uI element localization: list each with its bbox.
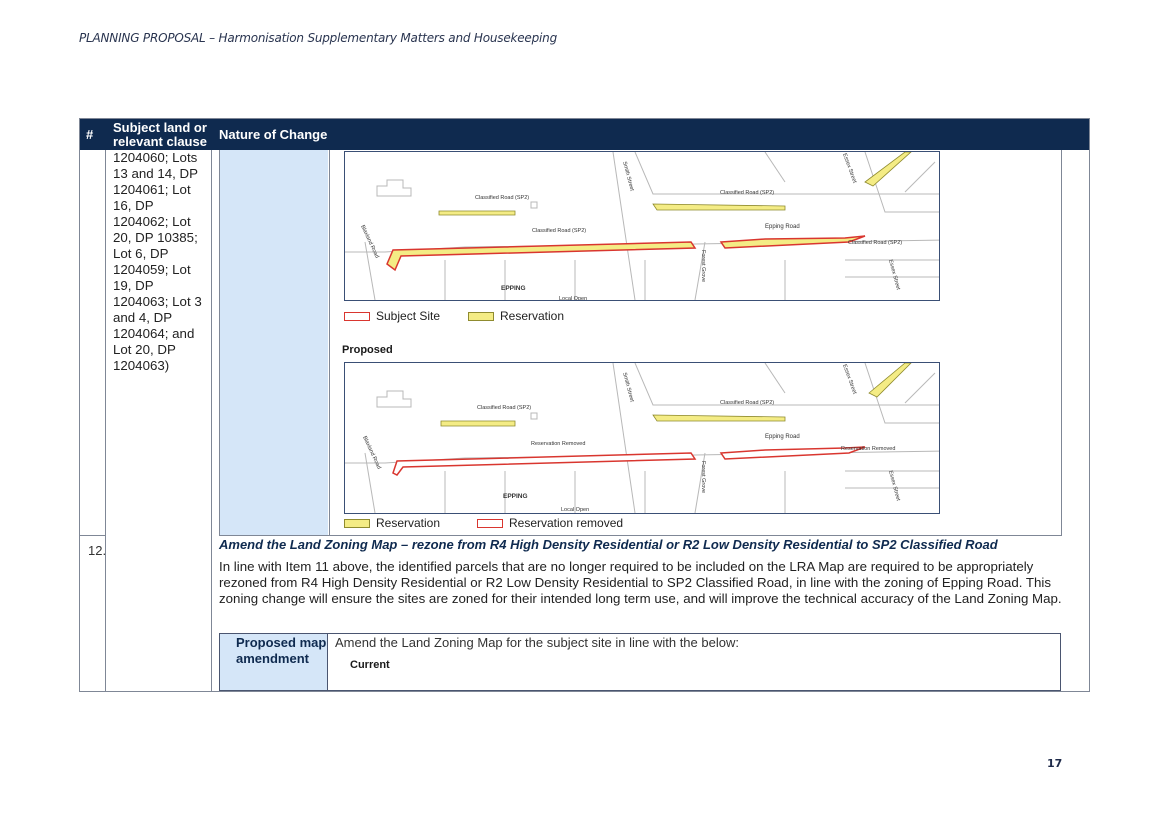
map1-classified-right-top: Classified Road (SP2): [720, 190, 775, 196]
amendment-text: Amend the Land Zoning Map for the subject site in line with the below:: [335, 635, 739, 650]
map1-smith-street: Smith Street: [621, 160, 635, 192]
proposed-map-amendment-label: Proposed map amendment: [220, 634, 328, 690]
map1-epping: EPPING: [501, 285, 526, 292]
map2-classified-right-top: Classified Road (SP2): [720, 400, 775, 406]
svg-text:Forest Grove: [700, 250, 706, 282]
map1-blaxland-road: Blaxland Road: [359, 224, 380, 260]
svg-text:Classified Road (SP2): [477, 405, 531, 411]
table-header-row: [80, 119, 1089, 150]
header-subject-land: Subject land or relevant clause: [113, 119, 207, 149]
map2-reservation-removed-right: Reservation Removed: [841, 446, 896, 452]
col-divider-5: [1061, 150, 1062, 536]
svg-text:Smith Street: [621, 161, 635, 192]
map1-classified-right: Classified Road (SP2): [848, 240, 903, 246]
svg-text:EPPING: [501, 285, 526, 292]
svg-text:Classified Road (SP2): [532, 228, 586, 234]
map2-blaxland-road: Blaxland Road: [361, 435, 382, 471]
map2-epping-road: Epping Road: [765, 434, 800, 440]
svg-text:Classified Road (SP2): [720, 190, 774, 196]
svg-text:Blaxland Road: [361, 435, 382, 470]
map1-legend-subject-site: Subject Site: [344, 309, 440, 323]
map2-essex-street-top: Essex Street: [841, 363, 858, 395]
current-map: [344, 151, 940, 301]
map1-classified-mid: Classified Road (SP2): [532, 228, 587, 234]
map1-legend-reservation: Reservation: [468, 309, 564, 323]
reservation-swatch: [344, 519, 370, 528]
map2-epping: EPPING: [503, 493, 528, 500]
map2-forest-grove: Forest Grove: [700, 461, 706, 494]
map1-essex-street-bottom: Essex Street: [887, 258, 901, 291]
svg-text:Reservation Removed: [841, 446, 895, 452]
svg-text:Reservation Removed: [531, 441, 585, 447]
map2-legend-reservation-removed: Reservation removed: [477, 516, 623, 530]
row-divider: [219, 535, 1062, 536]
map2-classified-left: Classified Road (SP2): [477, 405, 532, 411]
svg-text:EPPING: [503, 493, 528, 500]
svg-text:Epping Road: [765, 224, 800, 230]
col-divider-4: [329, 150, 330, 536]
map1-local-open: Local Open: [559, 296, 588, 300]
map2-reservation-removed-mid: Reservation Removed: [531, 441, 586, 447]
map1-forest-grove: Forest Grove: [700, 250, 706, 283]
current-label: Current: [350, 659, 390, 671]
map2-smith-street: Smith Street: [621, 371, 635, 403]
reservation-removed-swatch: [477, 519, 503, 528]
col-divider-2: [211, 150, 212, 691]
svg-text:Essex Street: [887, 259, 901, 291]
reservation-swatch: [468, 312, 494, 321]
svg-text:Essex Street: [841, 153, 857, 185]
proposed-label: Proposed: [342, 344, 393, 356]
col-divider-1: [105, 150, 106, 691]
map2-essex-street-bottom: Essex Street: [887, 469, 901, 502]
row-12-paragraph: In line with Item 11 above, the identified parcels that are no longer required to be included on the LRA Map are required to be appropriately rezoned from R4 High Density Residential or R2 Low Density Residential to SP2 Classified Road, in line with the zoning of Epping Road. This zoning change will ensure the sites are zoned for their intended long term use, and will improve the technical accuracy of the Land Zoning Map.: [219, 559, 1062, 606]
proposed-amendment-box: [219, 633, 1061, 691]
svg-text:Classified Road (SP2): [848, 240, 902, 246]
map1-essex-street-top: Essex Street: [841, 152, 858, 184]
proposed-map: [344, 362, 940, 514]
blue-label-cell: [220, 150, 328, 535]
svg-text:Local Open: [561, 507, 589, 513]
svg-text:Classified Road (SP2): [475, 195, 529, 201]
header-number: #: [86, 127, 94, 142]
svg-text:Blaxland Road: [359, 224, 380, 259]
svg-text:Epping Road: [765, 434, 800, 440]
page-number: 17: [1047, 757, 1063, 770]
svg-text:Classified Road (SP2): [720, 400, 774, 406]
changes-table: [79, 118, 1090, 692]
row-12-number: 12.: [88, 543, 107, 558]
row-12-title: Amend the Land Zoning Map – rezone from R4 High Density Residential or R2 Low Density Residential to SP2 Classified Road: [219, 537, 998, 552]
row-divider-num: [80, 535, 106, 536]
svg-text:Local Open: [559, 296, 587, 300]
svg-text:Forest Grove: [700, 461, 706, 493]
map1-epping-road: Epping Road: [765, 224, 800, 230]
map2-local-open: Local Open: [561, 507, 590, 513]
svg-text:Smith Street: [621, 372, 635, 403]
document-header: PLANNING PROPOSAL – Harmonisation Supplementary Matters and Housekeeping: [79, 31, 557, 45]
svg-text:Essex Street: [841, 364, 857, 396]
map2-legend-reservation: Reservation: [344, 516, 440, 530]
header-nature-of-change: Nature of Change: [219, 127, 328, 142]
subject-land-text: 1204060; Lots 13 and 14, DP 1204061; Lot 16, DP 1204062; Lot 20, DP 10385; Lot 6, DP 1204059; Lot 19, DP 1204063; Lot 3 and 4, DP 1204064; and Lot 20, DP 1204063): [113, 150, 202, 373]
subject-site-swatch: [344, 312, 370, 321]
map1-classified-left: Classified Road (SP2): [475, 195, 530, 201]
svg-text:Essex Street: [887, 470, 901, 502]
